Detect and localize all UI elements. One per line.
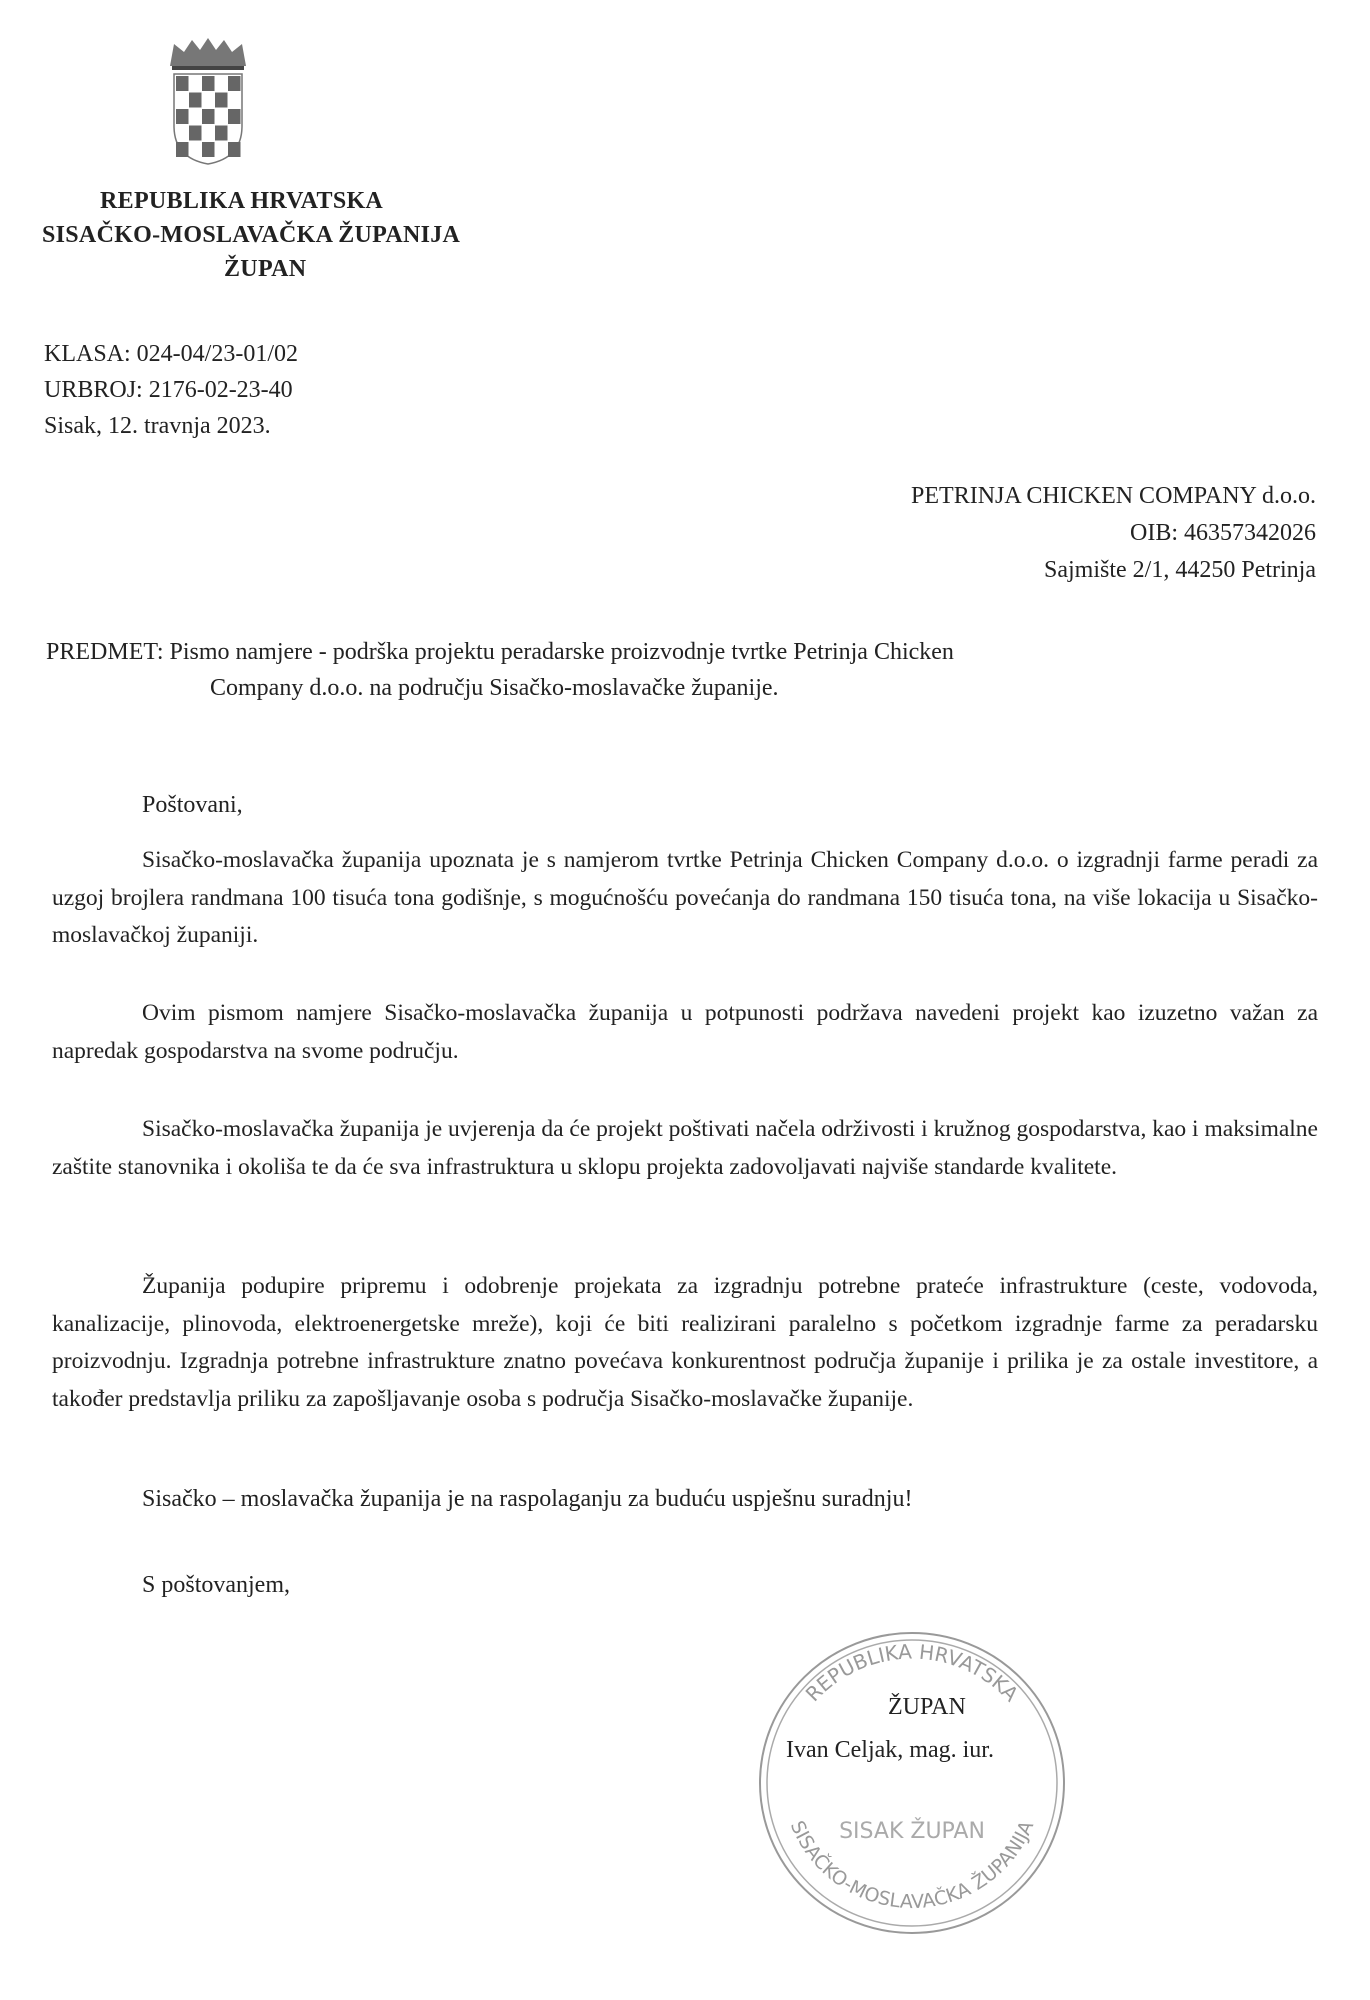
date: Sisak, 12. travnja 2023. — [44, 413, 271, 439]
document-meta — [44, 336, 298, 444]
crest-square — [176, 76, 189, 91]
crest-square — [202, 142, 215, 157]
paragraph: Županija podupire pripremu i odobrenje projekata za izgradnju potrebne prateće infrastrukture (ceste, vodovoda, kanalizacije, plinovoda, elektroenergetske mreže), koji će biti realizirani paralelno s početkom izgradnje farme za peradarsku proizvodnju. Izgradnja potrebne infrastrukture znatno povećava konkurentnost područja županije i prilika je za ostale investitore, a također predstavlja priliku za zapošljavanje osoba s područja Sisačko-moslavačke županije. — [52, 1273, 1318, 1412]
stamp-center-text: SISAK ŽUPAN — [839, 1819, 985, 1844]
crest-square — [202, 109, 215, 124]
urbroj: URBROJ: 2176-02-23-40 — [44, 377, 293, 403]
signature-title: ŽUPAN — [888, 1694, 966, 1720]
paragraph: Sisačko-moslavačka županija je uvjerenja da će projekt poštivati načela održivosti i kružnog gospodarstva, kao i maksimalne zaštite stanovnika i okoliša te da će sva infrastruktura u sklopu projekta zadovoljavati najviše standarde kvalitete. — [52, 1116, 1318, 1180]
crest-square — [215, 93, 228, 108]
subject — [46, 634, 1326, 706]
recipient-oib: OIB: 46357342026 — [1130, 520, 1316, 546]
recipient-address: Sajmište 2/1, 44250 Petrinja — [1044, 557, 1316, 583]
paragraph: Sisačko-moslavačka županija upoznata je s namjerom tvrtke Petrinja Chicken Company d.o.o. o izgradnji farme peradi za uzgoj brojlera randmana 100 tisuća tona godišnje, s mogućnošću povećanja do randmana 150 tisuća tona, na više lokacija u Sisačko-moslavačkoj županiji. — [52, 847, 1318, 948]
crest-square — [202, 76, 215, 91]
crest-square — [189, 93, 202, 108]
subject-line-2: Company d.o.o. na području Sisačko-moslavačke županije. — [210, 675, 779, 701]
stamp-top-text: REPUBLIKA HRVATSKA — [800, 1639, 1024, 1707]
crest-square — [176, 109, 189, 124]
recipient-name: PETRINJA CHICKEN COMPANY d.o.o. — [911, 483, 1316, 509]
klasa: KLASA: 024-04/23-01/02 — [44, 341, 298, 367]
crest-square — [176, 142, 189, 157]
subject-line-1: Pismo namjere - podrška projektu peradarske proizvodnje tvrtke Petrinja Chicken — [169, 639, 954, 665]
signatory-name: Ivan Celjak, mag. iur. — [786, 1737, 994, 1763]
crest-square — [228, 142, 241, 157]
recipient-block — [911, 478, 1316, 589]
header-republic: REPUBLIKA HRVATSKA — [100, 188, 384, 214]
closing: S poštovanjem, — [142, 1572, 290, 1598]
crest-square — [215, 126, 228, 141]
header-office: ŽUPAN — [224, 256, 307, 282]
subject-label: PREDMET: — [46, 639, 164, 665]
paragraph: Ovim pismom namjere Sisačko-moslavačka županija u potpunosti podržava navedeni projekt kao izuzetno važan za napredak gospodarstva na svome području. — [52, 1000, 1318, 1064]
crest-square — [228, 76, 241, 91]
closing-sentence: Sisačko – moslavačka županija je na raspolaganju za buduću uspješnu suradnju! — [142, 1486, 913, 1512]
croatian-coat-of-arms-icon — [166, 36, 250, 166]
official-stamp — [752, 1628, 1072, 1938]
header-county: SISAČKO-MOSLAVAČKA ŽUPANIJA — [42, 222, 461, 248]
crest-square — [189, 126, 202, 141]
stamp-bottom-text: SISAČKO-MOSLAVAČKA ŽUPANIJA — [785, 1817, 1039, 1914]
crest-square — [228, 109, 241, 124]
greeting: Poštovani, — [142, 792, 243, 818]
